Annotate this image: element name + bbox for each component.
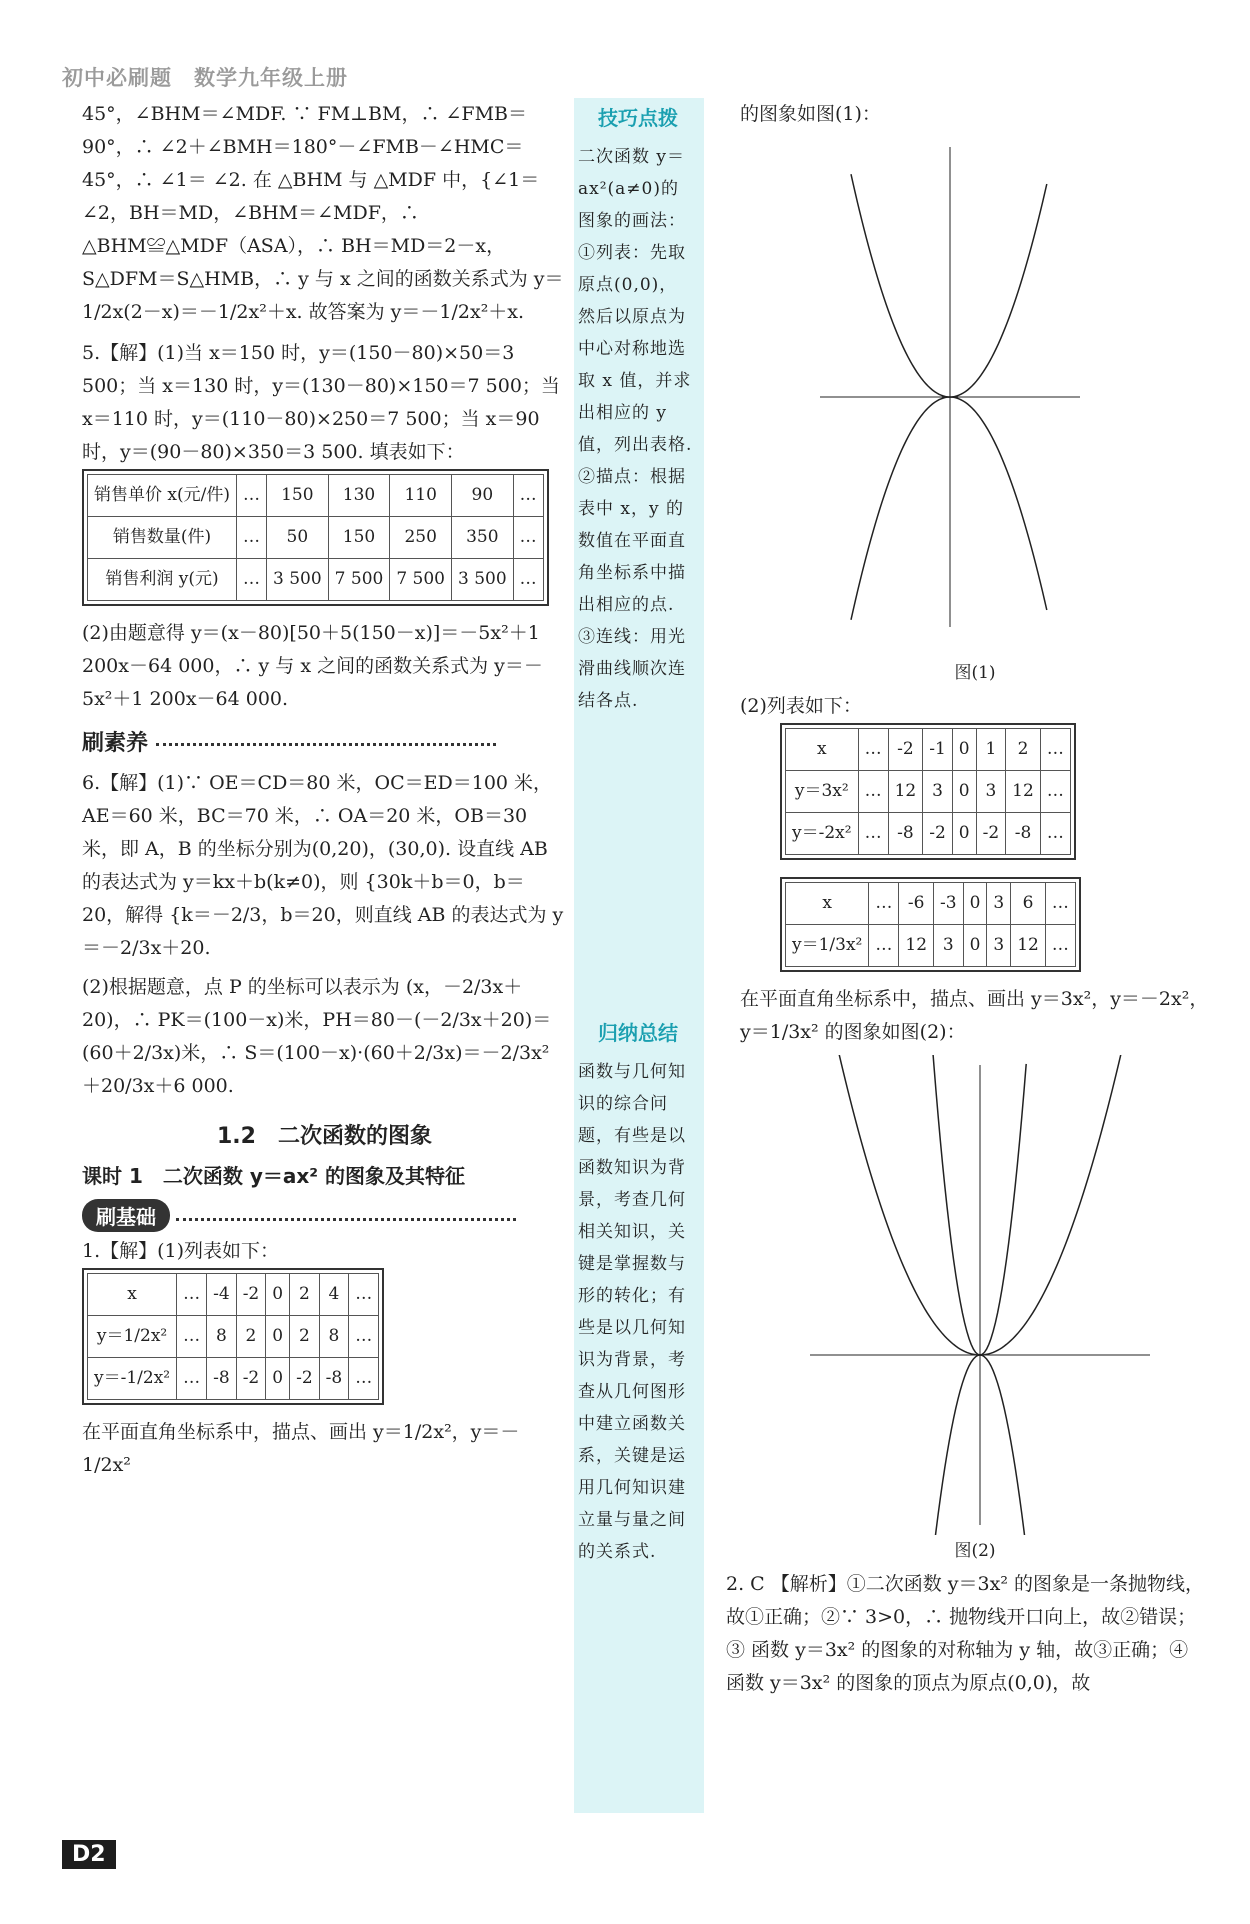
table-cell: -3 — [934, 883, 964, 925]
sales-table — [82, 469, 549, 606]
q5-part2: (2)由题意得 y＝(x－80)[50＋5(150－x)]＝－5x²＋1 200x－64 000，∴ y 与 x 之间的函数关系式为 y＝－5x²＋1 200x－64 000. — [82, 622, 543, 710]
table-cell: 1 — [976, 729, 1006, 771]
table-cell: 150 — [328, 517, 390, 559]
table-cell: 12 — [899, 925, 934, 967]
table-cell: y＝3x² — [786, 771, 859, 813]
table-cell: x — [786, 883, 869, 925]
table-row — [88, 1316, 379, 1358]
table-cell: … — [177, 1358, 207, 1400]
table-cell: y＝1/3x² — [786, 925, 869, 967]
table-3x2 — [780, 723, 1076, 860]
table-cell: -2 — [976, 813, 1006, 855]
q5-text: 5.【解】(1)当 x＝150 时，y＝(150－80)×50＝3 500；当 x＝130 时，y＝(130－80)×150＝7 500；当 x＝110 时，y＝(110－80)×250＝7 500；当 x＝90 时，y＝(90－80)×350＝3 500. 填表如下： — [82, 342, 560, 463]
table-cell: 8 — [207, 1316, 237, 1358]
table-cell: -2 — [236, 1274, 266, 1316]
lesson-title: 1.2 二次函数的图象 — [217, 1124, 432, 1149]
table-cell: -8 — [207, 1358, 237, 1400]
table-cell: 6 — [1011, 883, 1046, 925]
table-cell: … — [1045, 883, 1075, 925]
q2-intro: (2)列表如下： — [740, 695, 862, 717]
q6-text: 6.【解】(1)∵ OE＝CD＝80 米，OC＝ED＝100 米，AE＝60 米，BC＝70 米，∴ OA＝20 米，OB＝30 米，即 A，B 的坐标分别为(0,20)，(30,0). 设直线 AB 的表达式为 y＝kx＋b(k≠0)，则 {30k＋b＝0，b＝20，解得 {k＝－2/3，b＝20，则直线 AB 的表达式为 y＝－2/3x＋20. — [82, 772, 564, 959]
table-row — [88, 1274, 379, 1316]
table-cell: 250 — [390, 517, 452, 559]
tip-body: 二次函数 y＝ax²(a≠0)的图象的画法：①列表：先取原点(0,0)，然后以原点为中心对称地选取 x 值，并求出相应的 y 值，列出表格. ②描点：根据表中 x，y 的数值在平面直角坐标系中描出相应的点. ③连线：用光滑曲线顺次连结各点. — [578, 147, 693, 711]
table-cell: 0 — [963, 925, 987, 967]
table-cell: … — [349, 1358, 379, 1400]
fig1-caption: 图(1) — [954, 663, 996, 683]
table-cell: 3 — [987, 883, 1011, 925]
table-cell: -4 — [207, 1274, 237, 1316]
table-cell: 7 500 — [328, 559, 390, 601]
fig1-intro: 的图象如图(1)： — [740, 103, 881, 125]
table-cell: … — [1045, 925, 1075, 967]
lesson-subtitle: 课时 1 二次函数 y＝ax² 的图象及其特征 — [82, 1164, 465, 1188]
table-cell: y＝1/2x² — [88, 1316, 177, 1358]
table-row — [786, 813, 1071, 855]
table-row — [88, 559, 544, 601]
table-cell: 2 — [236, 1316, 266, 1358]
table-cell: 0 — [266, 1274, 290, 1316]
q2-text: 2. C 【解析】①二次函数 y＝3x² 的图象是一条抛物线，故①正确；②∵ 3>0，∴ 抛物线开口向上，故②错误；③ 函数 y＝3x² 的图象的对称轴为 y 轴，故③正确；④ 函数 y＝3x² 的图象的顶点为原点(0,0)，故 — [726, 1573, 1204, 1694]
q1-text: 1.【解】(1)列表如下： — [82, 1240, 280, 1262]
para-proof: 45°，∠BHM＝∠MDF. ∵ FM⊥BM，∴ ∠FMB＝90°，∴ ∠2＋∠BMH＝180°－∠FMB－∠HMC＝45°，∴ ∠1＝ ∠2. 在 △BHM 与 △MDF 中，{∠1＝∠2，BH＝MD，∠BHM＝∠MDF，∴ △BHM≌△MDF（ASA），∴ BH＝MD＝2－x，S△DFM＝S△HMB，∴ y 与 x 之间的函数关系式为 y＝1/2x(2－x)＝－1/2x²＋x. 故答案为 y＝－1/2x²＋x. — [82, 103, 564, 323]
table-cell: x — [786, 729, 859, 771]
table-cell: … — [858, 813, 888, 855]
table-cell: 3 — [987, 925, 1011, 967]
table-cell: … — [177, 1274, 207, 1316]
table-cell: 销售单价 x(元/件) — [88, 475, 237, 517]
table-row — [88, 475, 544, 517]
table-row — [786, 729, 1071, 771]
table-cell: 90 — [452, 475, 514, 517]
table-cell: … — [869, 883, 899, 925]
tip-title: 技巧点拨 — [598, 106, 678, 130]
table-cell: -2 — [888, 729, 923, 771]
table-cell: … — [858, 729, 888, 771]
left-column — [82, 98, 567, 1482]
table-cell: … — [1040, 771, 1070, 813]
table-cell: -8 — [888, 813, 923, 855]
table-q1 — [82, 1268, 384, 1405]
table-cell: … — [236, 475, 266, 517]
table-cell: 销售利润 y(元) — [88, 559, 237, 601]
table-cell: … — [869, 925, 899, 967]
table-cell: 12 — [888, 771, 923, 813]
table-cell: … — [858, 771, 888, 813]
table-cell: -2 — [236, 1358, 266, 1400]
table-row — [88, 517, 544, 559]
table-cell: … — [1040, 813, 1070, 855]
table-cell: 2 — [290, 1316, 320, 1358]
table-cell: 3 500 — [452, 559, 514, 601]
table-cell: … — [236, 517, 266, 559]
table-cell: -6 — [899, 883, 934, 925]
summary-title: 归纳总结 — [598, 1021, 678, 1045]
table-cell: … — [513, 517, 543, 559]
table-cell: 0 — [963, 883, 987, 925]
table-cell: 3 — [934, 925, 964, 967]
table-cell: 130 — [328, 475, 390, 517]
q6-part2: (2)根据题意，点 P 的坐标可以表示为 (x，－2/3x＋20)，∴ PK＝(100－x)米，PH＝80－(－2/3x＋20)＝(60＋2/3x)米，∴ S＝(100－x)·(60＋2/3x)＝－2/3x²＋20/3x＋6 000. — [82, 976, 552, 1097]
table-cell: 0 — [266, 1358, 290, 1400]
section-jichu: 刷基础 — [82, 1199, 567, 1235]
table-cell: 3 — [923, 771, 953, 813]
table-cell: … — [349, 1274, 379, 1316]
table-cell: x — [88, 1274, 177, 1316]
table-cell: 12 — [1006, 771, 1041, 813]
fig2-intro: 在平面直角坐标系中，描点、画出 y＝3x²，y＝－2x²，y＝1/3x² 的图象如图(2)： — [740, 988, 1209, 1043]
table-cell: 350 — [452, 517, 514, 559]
graph-fig1 — [800, 137, 1100, 657]
table-cell: 3 500 — [266, 559, 328, 601]
table-cell: … — [1040, 729, 1070, 771]
table-cell: 2 — [290, 1274, 320, 1316]
table-cell: 0 — [952, 771, 976, 813]
table-cell: 12 — [1011, 925, 1046, 967]
table-cell: -1 — [923, 729, 953, 771]
table-cell: 销售数量(件) — [88, 517, 237, 559]
table-row — [786, 883, 1076, 925]
table-cell: -8 — [319, 1358, 349, 1400]
table-row — [786, 925, 1076, 967]
table-cell: 2 — [1006, 729, 1041, 771]
table-cell: … — [513, 475, 543, 517]
table-cell: 8 — [319, 1316, 349, 1358]
table-row — [786, 771, 1071, 813]
side-notes — [574, 98, 704, 1813]
table-cell: … — [513, 559, 543, 601]
table-cell: 0 — [952, 813, 976, 855]
table-cell: 7 500 — [390, 559, 452, 601]
table-cell: … — [349, 1316, 379, 1358]
table-row — [88, 1358, 379, 1400]
table-cell: … — [177, 1316, 207, 1358]
table-cell: y＝-1/2x² — [88, 1358, 177, 1400]
q1-part2: 在平面直角坐标系中，描点、画出 y＝1/2x²，y＝－1/2x² — [82, 1421, 520, 1476]
fig2-caption: 图(2) — [954, 1541, 996, 1561]
table-third — [780, 877, 1081, 972]
table-cell: -2 — [290, 1358, 320, 1400]
page-number: D2 — [62, 1840, 116, 1869]
table-cell: 50 — [266, 517, 328, 559]
table-cell: y＝-2x² — [786, 813, 859, 855]
table-cell: -2 — [923, 813, 953, 855]
table-cell: 0 — [952, 729, 976, 771]
table-cell: 150 — [266, 475, 328, 517]
table-cell: 4 — [319, 1274, 349, 1316]
section-suyang: 刷素养 — [82, 726, 567, 757]
table-cell: 0 — [266, 1316, 290, 1358]
table-cell: … — [236, 559, 266, 601]
summary-body: 函数与几何知识的综合问题，有些是以函数知识为背景，考查几何相关知识，关键是掌握数与形的转化；有些是以几何知识为背景，考查从几何图形中建立函数关系，关键是运用几何知识建立量与量之间的关系式. — [578, 1062, 686, 1562]
book-header: 初中必刷题 数学九年级上册 — [62, 66, 348, 90]
right-column — [726, 98, 1210, 1700]
graph-fig2 — [800, 1055, 1160, 1535]
table-cell: -8 — [1006, 813, 1041, 855]
table-cell: 3 — [976, 771, 1006, 813]
table-cell: 110 — [390, 475, 452, 517]
